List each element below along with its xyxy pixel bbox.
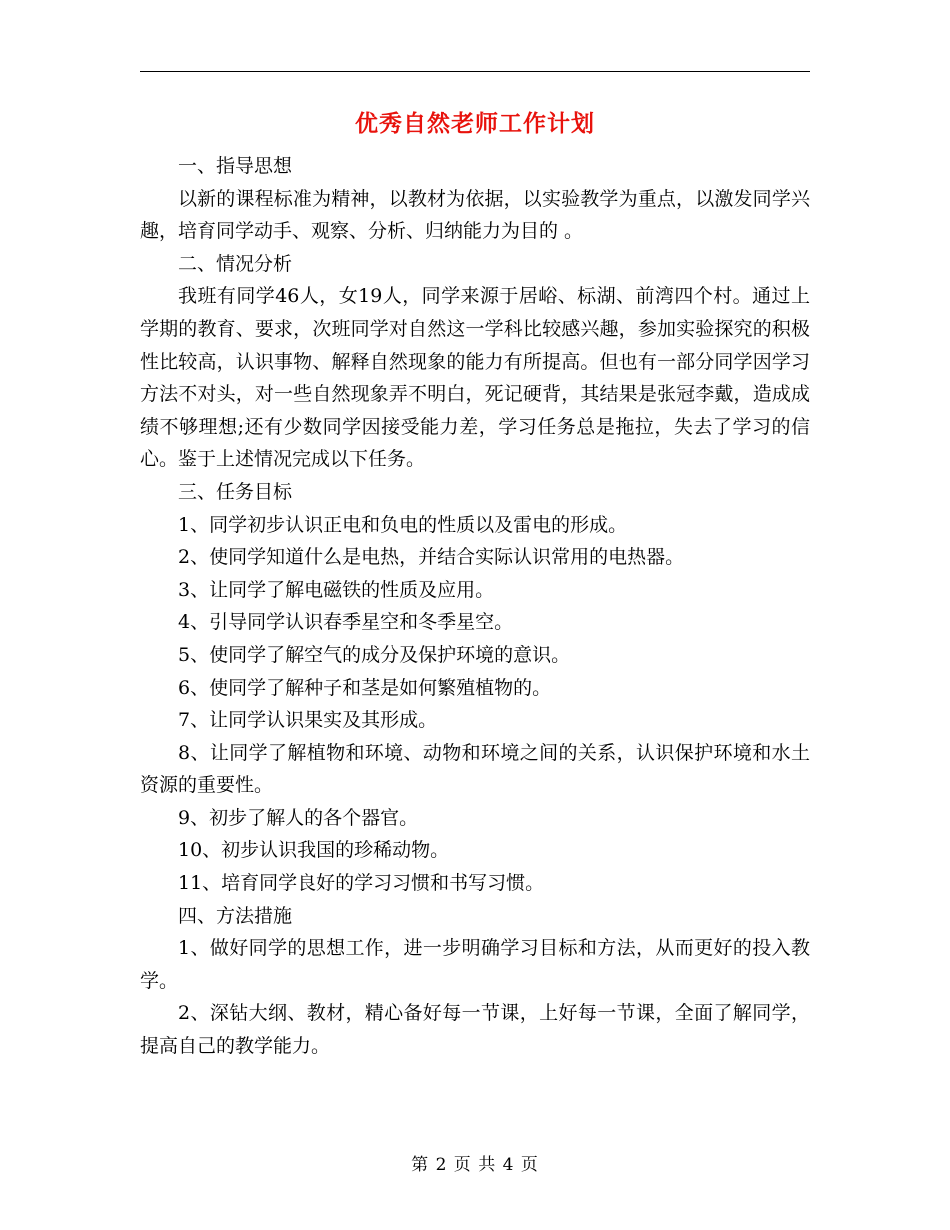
goal-item: 2、使同学知道什么是电热，并结合实际认识常用的电热器。 — [178, 546, 685, 569]
page-footer — [0, 1153, 950, 1177]
goal-item: 5、使同学了解空气的成分及保护环境的意识。 — [178, 643, 571, 666]
method-item: 1、做好同学的思想工作，进一步明确学习目标和方法，从而更好的投入教学。 — [140, 937, 810, 992]
goal-item: 10、初步认识我国的珍稀动物。 — [178, 839, 450, 862]
method-item: 2、深钻大纲、教材，精心备好每一节课，上好每一节课，全面了解同学，提高自己的教学能力。 — [140, 1002, 810, 1058]
page-number: 第 2 页 共 4 页 — [411, 1155, 539, 1175]
document-title: 优秀自然老师工作计划 — [355, 110, 595, 137]
section-heading-situation: 二、情况分析 — [178, 252, 293, 275]
section-heading-guiding-thought: 一、指导思想 — [178, 155, 293, 177]
goal-item: 4、引导同学认识春季星空和冬季星空。 — [178, 611, 514, 634]
section-heading-methods: 四、方法措施 — [178, 904, 293, 927]
goal-item: 9、初步了解人的各个器官。 — [178, 806, 419, 829]
header-rule — [140, 71, 810, 72]
document-body — [140, 150, 810, 1063]
section-heading-goals: 三、任务目标 — [178, 480, 293, 503]
goal-item: 3、让同学了解电磁铁的性质及应用。 — [178, 578, 495, 601]
goal-item: 7、让同学认识果实及其形成。 — [178, 709, 438, 732]
goal-item: 6、使同学了解种子和茎是如何繁殖植物的。 — [178, 676, 552, 699]
goal-item: 8、让同学了解植物和环境、动物和环境之间的关系，认识保护环境和水土资源的重要性。 — [140, 741, 810, 797]
goal-item: 1、同学初步认识正电和负电的性质以及雷电的形成。 — [178, 513, 628, 536]
goal-item: 11、培育同学良好的学习习惯和书写习惯。 — [178, 872, 545, 895]
paragraph-guiding-thought: 以新的课程标准为精神，以教材为依据，以实验教学为重点，以激发同学兴趣，培育同学动手、观察、分析、归纳能力为目的 。 — [140, 187, 810, 243]
paragraph-situation: 我班有同学46人，女19人，同学来源于居峪、标湖、前湾四个村。通过上学期的教育、要求，次班同学对自然这一学科比较感兴趣，参加实验探究的积极性比较高，认识事物、解释自然现象的能力有所提高。但也有一部分同学因学习方法不对头，对一些自然现象弄不明白，死记硬背，其结果是张冠李戴，造成成绩不够理想;还有少数同学因接受能力差，学习任务总是拖拉，失去了学习的信心。鉴于上述情况完成以下任务。 — [140, 285, 810, 471]
